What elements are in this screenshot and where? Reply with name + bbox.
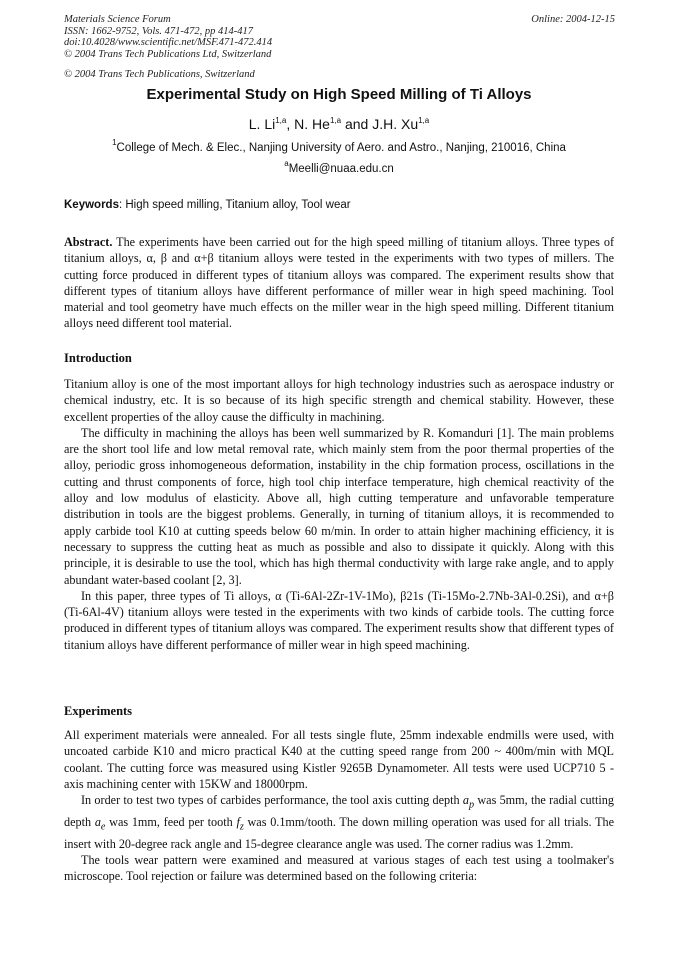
- keywords: [64, 199, 351, 211]
- doi-line: doi:10.4028/www.scientific.net/MSF.471-472.414: [64, 37, 273, 49]
- author-3: and J.H. Xu: [341, 116, 419, 132]
- author-email: [0, 159, 678, 175]
- author-list: [0, 116, 678, 132]
- author-3-affil: 1,a: [418, 116, 430, 125]
- exp-p2-text-d: was 0.1mm/tooth. The down milling operation was used for all trials. The insert with 20-degree rack angle and 15-degree clearance angle was used. The corner radius was 1.2mm.: [64, 814, 615, 851]
- keywords-label: Keywords: [64, 199, 119, 211]
- email-marker: a: [284, 159, 289, 168]
- exp-p2-text-a: In order to test two types of carbides performance, the tool axis cutting depth: [81, 793, 463, 808]
- affiliation: [0, 138, 678, 154]
- journal-name: Materials Science Forum: [64, 14, 171, 25]
- var-fz: f: [236, 814, 240, 829]
- introduction-heading: Introduction: [64, 351, 132, 365]
- intro-paragraph-1: Titanium alloy is one of the most important alloys for high technology industries such as aerospace industry or chemical industry, etc. It is so because of its high specific strength and chemical stability. However, these excellent properties of the alloy cause the difficulty in machining.: [64, 377, 614, 424]
- introduction-section: [64, 376, 614, 653]
- exp-paragraph-2: [64, 792, 614, 852]
- var-ae-sub: e: [100, 821, 106, 833]
- var-fz-sub: z: [239, 821, 244, 833]
- var-ap: a: [462, 793, 469, 808]
- exp-p2-text-b: was 5mm, the radial cutting depth: [64, 793, 614, 829]
- experiments-section: [64, 727, 614, 885]
- var-ap-sub: p: [469, 799, 475, 811]
- exp-p2-text-c: was 1mm, feed per tooth: [105, 814, 237, 829]
- intro-paragraph-2: The difficulty in machining the alloys has been well summarized by R. Komanduri [1]. The main problems are the short tool life and low metal removal rate, which mainly stem from the poor thermal properties of the alloy, periodic gross inhomogeneous deformation, instability in the chip formation process, oscillations in the cutting and thrust components of force, high tool chip interface temperature, high chemical reactivity of the alloy and low modulus of elasticity. Above all, high cutting temperature and unfavorable temperature distribution in tools are the biggest problems. Generally, in turning of titanium alloys, it is recommended to apply carbide tool K10 at cutting speeds below 60 m/min. In order to attain higher machining efficiency, it is necessary to suppress the cutting heat as much as possible and also to dissipate it quickly. Along with this principle, it is desirable to use the tool, which has high thermal conductivity with large rake angle, and to apply abundant water-based coolant [2, 3].: [64, 425, 614, 587]
- exp-paragraph-3: The tools wear pattern were examined and measured at various stages of each test using a toolmaker's microscope. Tool rejection or failure was determined based on the following criteria:: [64, 852, 614, 884]
- online-date: Online: 2004-12-15: [531, 14, 615, 25]
- intro-paragraph-3: In this paper, three types of Ti alloys, α (Ti-6Al-2Zr-1V-1Mo), β21s (Ti-15Mo-2.7Nb-3Al-0.2Si), and α+β (Ti-6Al-4V) titanium alloys were tested in the experiments with two kinds of carbide tools. The cutting force produced in different types of titanium alloys was compared. The experiment results show that different types of titanium alloys have different performance of miller wear in high speed machining.: [64, 588, 614, 652]
- affiliation-text: College of Mech. & Elec., Nanjing University of Aero. and Astro., Nanjing, 210016, China: [116, 142, 566, 154]
- paper-title: Experimental Study on High Speed Milling of Ti Alloys: [146, 86, 532, 103]
- author-1-affil: 1,a: [275, 116, 287, 125]
- exp-paragraph-1: All experiment materials were annealed. For all tests single flute, 25mm indexable endmills were used, with uncoated carbide K10 and micro practical K40 at the cutting speed range from 200 ~ 400m/min with MQL coolant. The cutting force was measured using Kistler 9265B Dynamometer. All tests were used UCP710 5 - axis machining center with 15KW and 18000rpm.: [64, 728, 614, 791]
- email-address[interactable]: Meelli@nuaa.edu.cn: [288, 163, 394, 175]
- publication-header: [64, 14, 272, 60]
- author-2-affil: 1,a: [329, 116, 342, 125]
- author-1: L. Li: [248, 116, 276, 132]
- experiments-heading: Experiments: [64, 704, 133, 718]
- issn-line: ISSN: 1662-9752, Vols. 471-472, pp 414-417: [64, 25, 253, 37]
- keywords-text: : High speed milling, Titanium alloy, Tool wear: [118, 199, 351, 211]
- copyright-line: © 2004 Trans Tech Publications Ltd, Switzerland: [64, 48, 272, 60]
- author-2: , N. He: [286, 116, 330, 132]
- var-ae: a: [94, 814, 101, 829]
- affiliation-marker: 1: [112, 138, 117, 147]
- abstract-label: Abstract.: [64, 235, 113, 249]
- abstract: [64, 234, 614, 332]
- abstract-text: The experiments have been carried out for the high speed milling of titanium alloys. Three types of titanium alloys, α, β and α+β titanium alloys were tested in the experiments with two types of millers. The cutting force produced in different types of titanium alloys was compared. The experiment results show that different types of titanium alloys have different performance of miller wear in high speed machining. Tool material and tool geometry have much effects on the miller wear in the high speed milling. Different titanium alloys need different tool material.: [64, 235, 614, 331]
- copyright-line-2: © 2004 Trans Tech Publications, Switzerland: [64, 69, 255, 80]
